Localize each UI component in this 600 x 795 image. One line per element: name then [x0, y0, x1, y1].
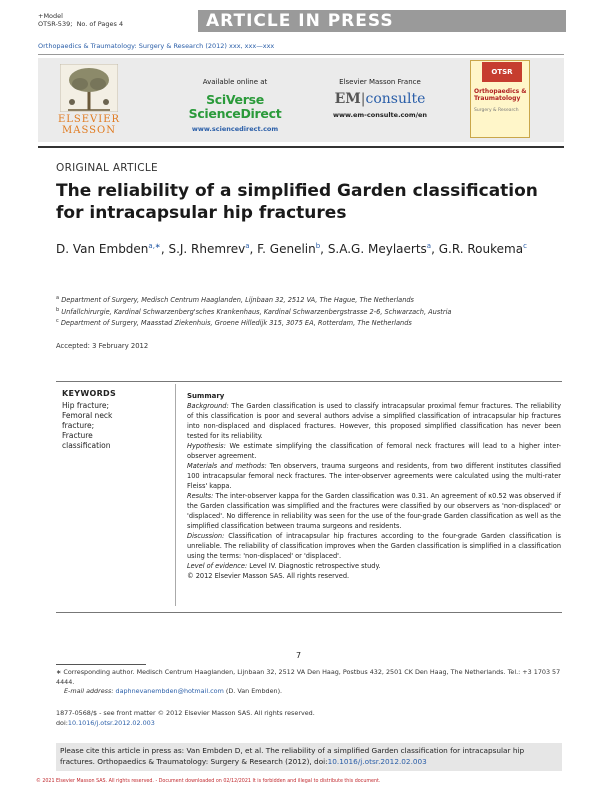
abstract-results: Results: The inter-observer kappa for the Garden classification was 0.31. An agreement of κ0.52 was observed if the Garden classification was simplified and the fractures were classified by our observers as 'non-displaced' or 'displaced'. No difference in reliability was seen for the use of the four-grade Garden classification as well as the simplified classification between trauma surgeons and residents. — [187, 492, 561, 530]
divider — [38, 146, 564, 148]
author: F. Genelin — [257, 242, 316, 256]
journal-citation-link[interactable]: Orthopaedics & Traumatology: Surgery & Research (2012) xxx, xxx—xxx — [38, 42, 275, 50]
divider — [56, 612, 562, 613]
ref-id: OTSR-539; — [38, 19, 73, 28]
author-sup[interactable]: a,∗ — [148, 242, 161, 250]
elsevier-tree-icon — [60, 64, 118, 112]
divider — [38, 54, 564, 55]
article-in-press-banner: ARTICLE IN PRESS — [198, 10, 566, 32]
affiliation: $^b$ Unfallchirurgie, Kardinal Schwarzenberg'sches Krankenhaus, Kardinal Schwarzenbergstrasse 2-6, Schwarzach, Austria — [56, 306, 452, 316]
em-consulte-block — [310, 78, 450, 120]
email-link[interactable]: daphnevanembden@hotmail.com — [115, 687, 224, 695]
doi-line: doi:10.1016/j.otsr.2012.02.003 — [56, 718, 155, 727]
corresponding-author: ∗ Corresponding author. Medisch Centrum Haaglanden, Lijnbaan 32, 2512 VA Den Haag, Postbus 432, 2501 CK Den Haag, The Netherlands. Tel.: +3 1703 57 4444. — [56, 668, 561, 686]
cover-badge: OTSR — [482, 62, 522, 82]
cover-title: Orthopaedics & Traumatology — [474, 88, 527, 102]
divider — [175, 384, 176, 606]
keywords-heading: KEYWORDS — [62, 389, 117, 398]
page-number: 7 — [296, 651, 302, 660]
abstract-hypothesis: Hypothesis: We estimate simplifying the classification of femoral neck fractures will lead to a higher inter-observer agreement. — [187, 442, 561, 460]
divider — [56, 664, 146, 665]
keywords-list — [62, 401, 142, 451]
summary-heading: Summary — [187, 392, 225, 400]
abstract — [187, 391, 561, 581]
author-sup[interactable]: b — [315, 242, 321, 250]
citation-text: Please cite this article in press as: Van Embden D, et al. The reliability of a simplified Garden classification for intracapsular hip fractures. Orthopaedics & Traumatology: Surgery & Research (2012), doi: — [60, 746, 525, 766]
model-label: +Model — [38, 12, 63, 20]
abstract-copyright: © 2012 Elsevier Masson SAS. All rights reserved. — [187, 572, 350, 580]
author-sup[interactable]: a — [426, 242, 432, 250]
author: S.A.G. Meylaerts — [327, 242, 427, 256]
author: D. Van Embden — [56, 242, 149, 256]
download-notice: © 2021 Elsevier Masson SAS. All rights reserved. - Document downloaded on 02/12/2021 It is forbidden and illegal to distribute this document. — [36, 779, 381, 784]
author-sup[interactable]: c — [523, 242, 527, 250]
article-type: ORIGINAL ARTICLE — [56, 162, 158, 174]
affiliation: $^a$ Department of Surgery, Medisch Centrum Haaglanden, Lijnbaan 32, 2512 VA, The Hague, The Netherlands — [56, 295, 414, 305]
divider — [56, 381, 562, 382]
abstract-evidence: Level of evidence: Level IV. Diagnostic retrospective study. — [187, 562, 381, 570]
author: G.R. Roukema — [438, 242, 524, 256]
abstract-background: Background: The Garden classification is used to classify intracapsular proximal femur fractures. The reliability of this classification is poor and several authors advise a simplified classification of intracapsular hip fractures into non-displaced and displaced fractures. However, this proposed simplified classification has never been tested for its reliability. — [187, 402, 561, 440]
footnote — [56, 668, 562, 697]
sciencedirect-link[interactable]: www.sciencedirect.com — [191, 125, 279, 133]
issn-block — [56, 709, 456, 728]
accepted-date: Accepted: 3 February 2012 — [56, 342, 149, 350]
author-list: D. Van Embden$^{a,∗}$, S.J. Rhemrev$^a$, F. Genelin$^b$, S.A.G. Meylaerts$^a$, G.R. Roukema$^c$ — [56, 242, 527, 256]
cover-subtitle: Surgery & Research — [474, 108, 519, 113]
em-consulte-logo: EM|consulte — [334, 91, 426, 107]
affiliations — [56, 294, 556, 329]
author: S.J. Rhemrev — [168, 242, 246, 256]
em-consulte-link[interactable]: www.em-consulte.com/en — [332, 111, 428, 119]
citation-doi-link[interactable]: 10.1016/j.otsr.2012.02.003 — [327, 757, 427, 766]
sciverse-logo: SciVerse ScienceDirect — [188, 92, 282, 121]
page-count: No. of Pages 4 — [76, 19, 124, 28]
doi-link[interactable]: 10.1016/j.otsr.2012.02.003 — [67, 718, 155, 727]
issn-line: 1877-0568/$ - see front matter © 2012 Elsevier Masson SAS. All rights reserved. — [56, 709, 315, 717]
keyword: Hip fracture; — [62, 401, 110, 410]
doc-ref — [38, 13, 123, 28]
citation-box — [56, 743, 562, 771]
keyword: Femoral neck fracture; — [62, 411, 113, 430]
author-sup[interactable]: a — [245, 242, 250, 250]
em-france-label: Elsevier Masson France — [339, 78, 421, 86]
abstract-methods: Materials and methods: Ten observers, trauma surgeons and residents, from two different institutes classified 100 intracapsular femoral neck fractures. The inter-observer agreements were calculated using the multi-rater Fleiss' kappa. — [187, 462, 561, 490]
elsevier-logo — [46, 62, 132, 138]
keyword: Fracture classification — [62, 431, 111, 450]
email-line: E-mail address: daphnevanembden@hotmail.com (D. Van Embden). — [64, 687, 283, 695]
article-title: The reliability of a simplified Garden classification for intracapsular hip fractures — [56, 181, 538, 223]
journal-cover — [466, 58, 562, 142]
abstract-discussion: Discussion: Classification of intracapsular hip fractures according to the four-grade Garden classification is unreliable. The reliability of classification improves when the Garden classification is simplified in a classification using the terms: 'non-displaced' or 'displaced'. — [187, 532, 561, 560]
affiliation: $^c$ Department of Surgery, Maasstad Ziekenhuis, Groene Hilledijk 315, 3075 EA, Rotterdam, The Netherlands — [56, 318, 412, 328]
elsevier-wordmark: ELSEVIER MASSON — [57, 114, 121, 136]
sciencedirect-block — [160, 78, 310, 134]
available-label: Available online at — [202, 78, 268, 86]
